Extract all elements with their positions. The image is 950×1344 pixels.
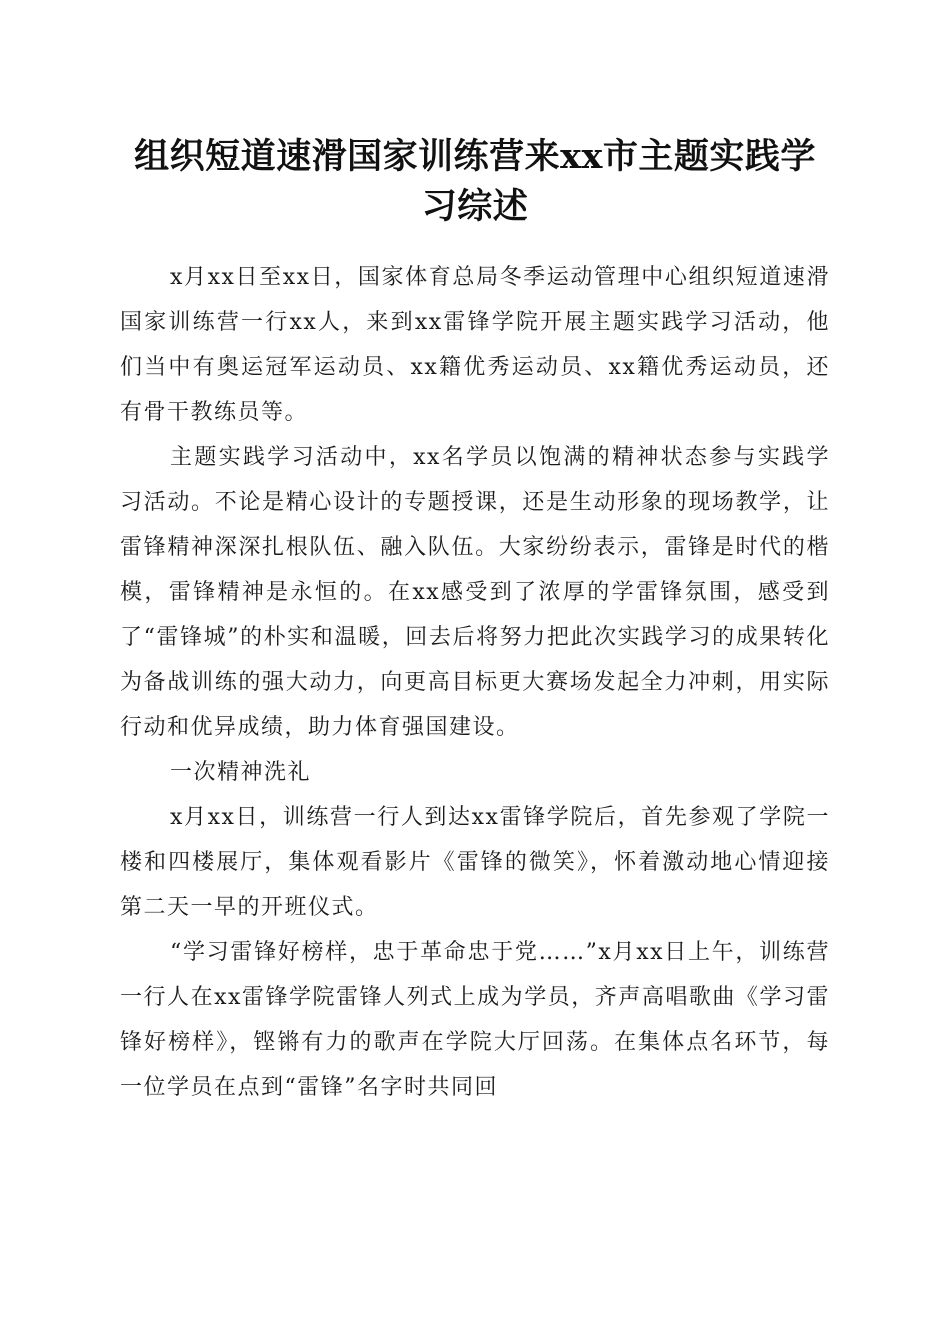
paragraph-ceremony: “学习雷锋好榜样，忠于革命忠于党……”x月xx日上午，训练营一行人在xx雷锋学院雷锋人列式上成为学员，齐声高唱歌曲《学习雷锋好榜样》，铿锵有力的歌声在学院大厅回荡。在集体点名环节，每一位学员在点到“雷锋”名字时共同回 bbox=[120, 940, 830, 1100]
paragraph-activity: 主题实践学习活动中，xx名学员以饱满的精神状态参与实践学习活动。不论是精心设计的专题授课，还是生动形象的现场教学，让雷锋精神深深扎根队伍、融入队伍。大家纷纷表示，雷锋是时代的楷模，雷锋精神是永恒的。在xx感受到了浓厚的学雷锋氛围，感受到了“雷锋城”的朴实和温暖，回去后将努力把此次实践学习的成果转化为备战训练的强大动力，向更高目标更大赛场发起全力冲刺，用实际行动和优异成绩，助力体育强国建设。 bbox=[120, 445, 830, 740]
paragraph-arrival: x月xx日，训练营一行人到达xx雷锋学院后，首先参观了学院一楼和四楼展厅，集体观看影片《雷锋的微笑》，怀着激动地心情迎接第二天一早的开班仪式。 bbox=[120, 805, 830, 920]
paragraph-intro: x月xx日至xx日，国家体育总局冬季运动管理中心组织短道速滑国家训练营一行xx人，来到xx雷锋学院开展主题实践学习活动，他们当中有奥运冠军运动员、xx籍优秀运动员、xx籍优秀运动员，还有骨干教练员等。 bbox=[120, 265, 830, 425]
document-body bbox=[120, 255, 830, 1110]
section-heading: 一次精神洗礼 bbox=[170, 760, 312, 785]
document-title: 组织短道速滑国家训练营来xx市主题实践学习综述 bbox=[134, 136, 816, 227]
